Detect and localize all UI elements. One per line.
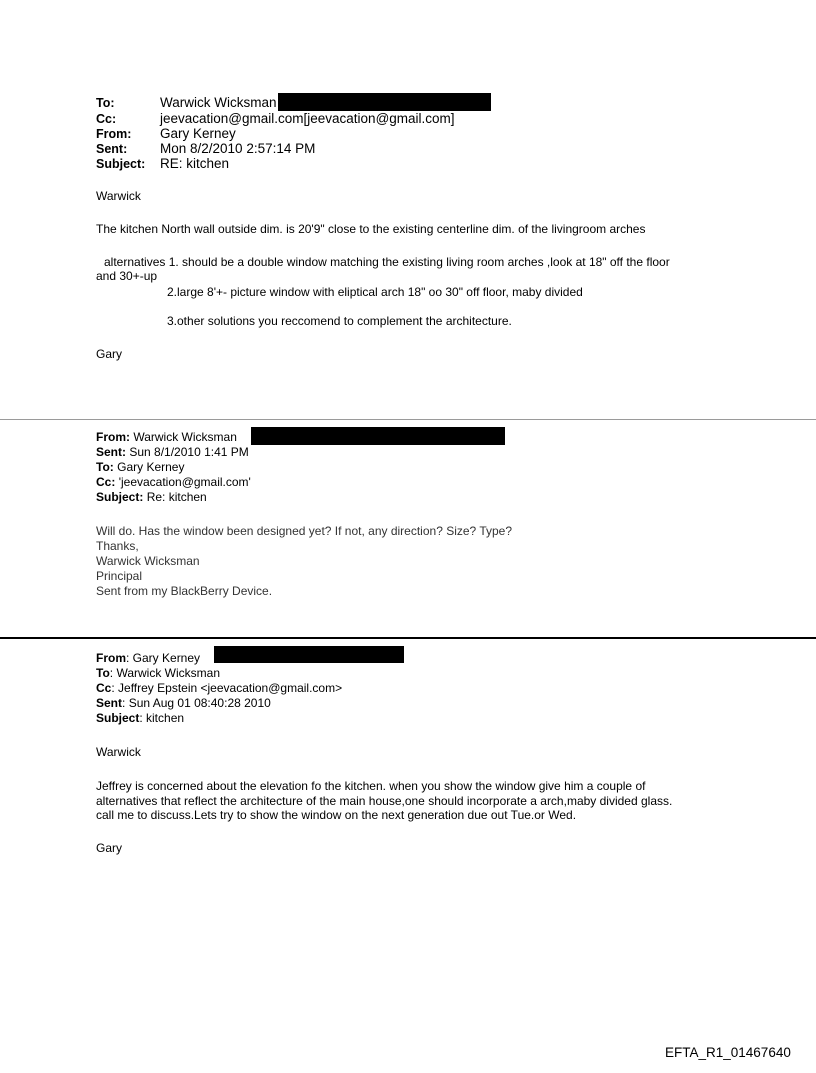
body-line: Sent from my BlackBerry Device.	[96, 584, 273, 598]
cc-value: jeevacation@gmail.com[jeevacation@gmail.com]	[160, 111, 455, 126]
cc-row: Cc: Jeffrey Epstein <jeevacation@gmail.com>	[96, 681, 343, 695]
body-line: Thanks,	[96, 539, 139, 553]
from-label: From	[96, 651, 126, 665]
from-value: Warwick Wicksman	[133, 430, 237, 444]
body-line: 2.large 8'+- picture window with eliptical arch 18" oo 30" off floor, maby divided	[167, 285, 583, 299]
cc-label: Cc:	[96, 112, 117, 126]
cc-value: 'jeevacation@gmail.com'	[118, 475, 251, 489]
document-id: EFTA_R1_01467640	[665, 1045, 791, 1060]
to-value: Gary Kerney	[117, 460, 185, 474]
sent-label: Sent:	[96, 142, 128, 156]
to-row: To: Warwick Wicksman	[96, 666, 221, 680]
body-line: alternatives that reflect the architecture of the main house,one should incorporate a arch,maby divided glass.	[96, 794, 673, 808]
sent-value: Sun 8/1/2010 1:41 PM	[129, 445, 249, 459]
subject-row: Subject: kitchen	[96, 711, 185, 725]
subject-label: Subject:	[96, 490, 144, 504]
to-value: Warwick Wicksman	[116, 666, 221, 680]
signature: Gary	[96, 347, 123, 361]
body-line: 3.other solutions you reccomend to complement the architecture.	[167, 314, 512, 328]
to-label: To:	[96, 96, 115, 110]
greeting: Warwick	[96, 745, 141, 759]
subject-row	[96, 490, 207, 504]
from-label: From:	[96, 430, 130, 444]
redaction-bar	[278, 93, 491, 111]
subject-value: RE: kitchen	[160, 156, 230, 171]
divider	[0, 419, 816, 420]
body-line: Principal	[96, 569, 143, 583]
from-row	[96, 430, 237, 444]
to-value: Warwick Wicksman	[160, 95, 277, 110]
redaction-bar	[214, 646, 404, 663]
from-value: Gary Kerney	[132, 651, 201, 665]
redaction-bar	[251, 427, 505, 445]
cc-row	[96, 475, 251, 489]
subject-label: Subject	[96, 711, 140, 725]
body-line: The kitchen North wall outside dim. is 20'9" close to the existing centerline dim. of the livingroom arches	[96, 222, 646, 236]
body-line: Jeffrey is concerned about the elevation fo the kitchen. when you show the window give him a couple of	[96, 779, 646, 793]
body-line: and 30+-up	[96, 269, 158, 283]
sent-row: Sent: Sun Aug 01 08:40:28 2010	[96, 696, 271, 710]
body-line: Warwick Wicksman	[96, 554, 200, 568]
body-line: call me to discuss.Lets try to show the window on the next generation due out Tue.or Wed.	[96, 808, 577, 822]
sent-value: Sun Aug 01 08:40:28 2010	[128, 696, 271, 710]
sent-row	[96, 445, 249, 459]
to-label: To:	[96, 460, 114, 474]
from-value: Gary Kerney	[160, 126, 236, 141]
subject-value: kitchen	[146, 711, 185, 725]
sent-label: Sent	[96, 696, 123, 710]
body-line: alternatives 1. should be a double window matching the existing living room arches ,look at 18" off the floor	[104, 255, 670, 269]
from-row: From: Gary Kerney	[96, 651, 201, 665]
greeting: Warwick	[96, 189, 141, 203]
body-line: Will do. Has the window been designed yet? If not, any direction? Size? Type?	[96, 524, 513, 538]
cc-label: Cc:	[96, 475, 116, 489]
subject-label: Subject:	[96, 157, 146, 171]
signature: Gary	[96, 841, 123, 855]
cc-label: Cc	[96, 681, 112, 695]
sent-label: Sent:	[96, 445, 126, 459]
sent-value: Mon 8/2/2010 2:57:14 PM	[160, 141, 316, 156]
divider	[0, 637, 816, 639]
from-label: From:	[96, 127, 132, 141]
subject-value: Re: kitchen	[146, 490, 207, 504]
to-label: To	[96, 666, 110, 680]
cc-value: Jeffrey Epstein <jeevacation@gmail.com>	[118, 681, 343, 695]
to-row	[96, 460, 184, 474]
